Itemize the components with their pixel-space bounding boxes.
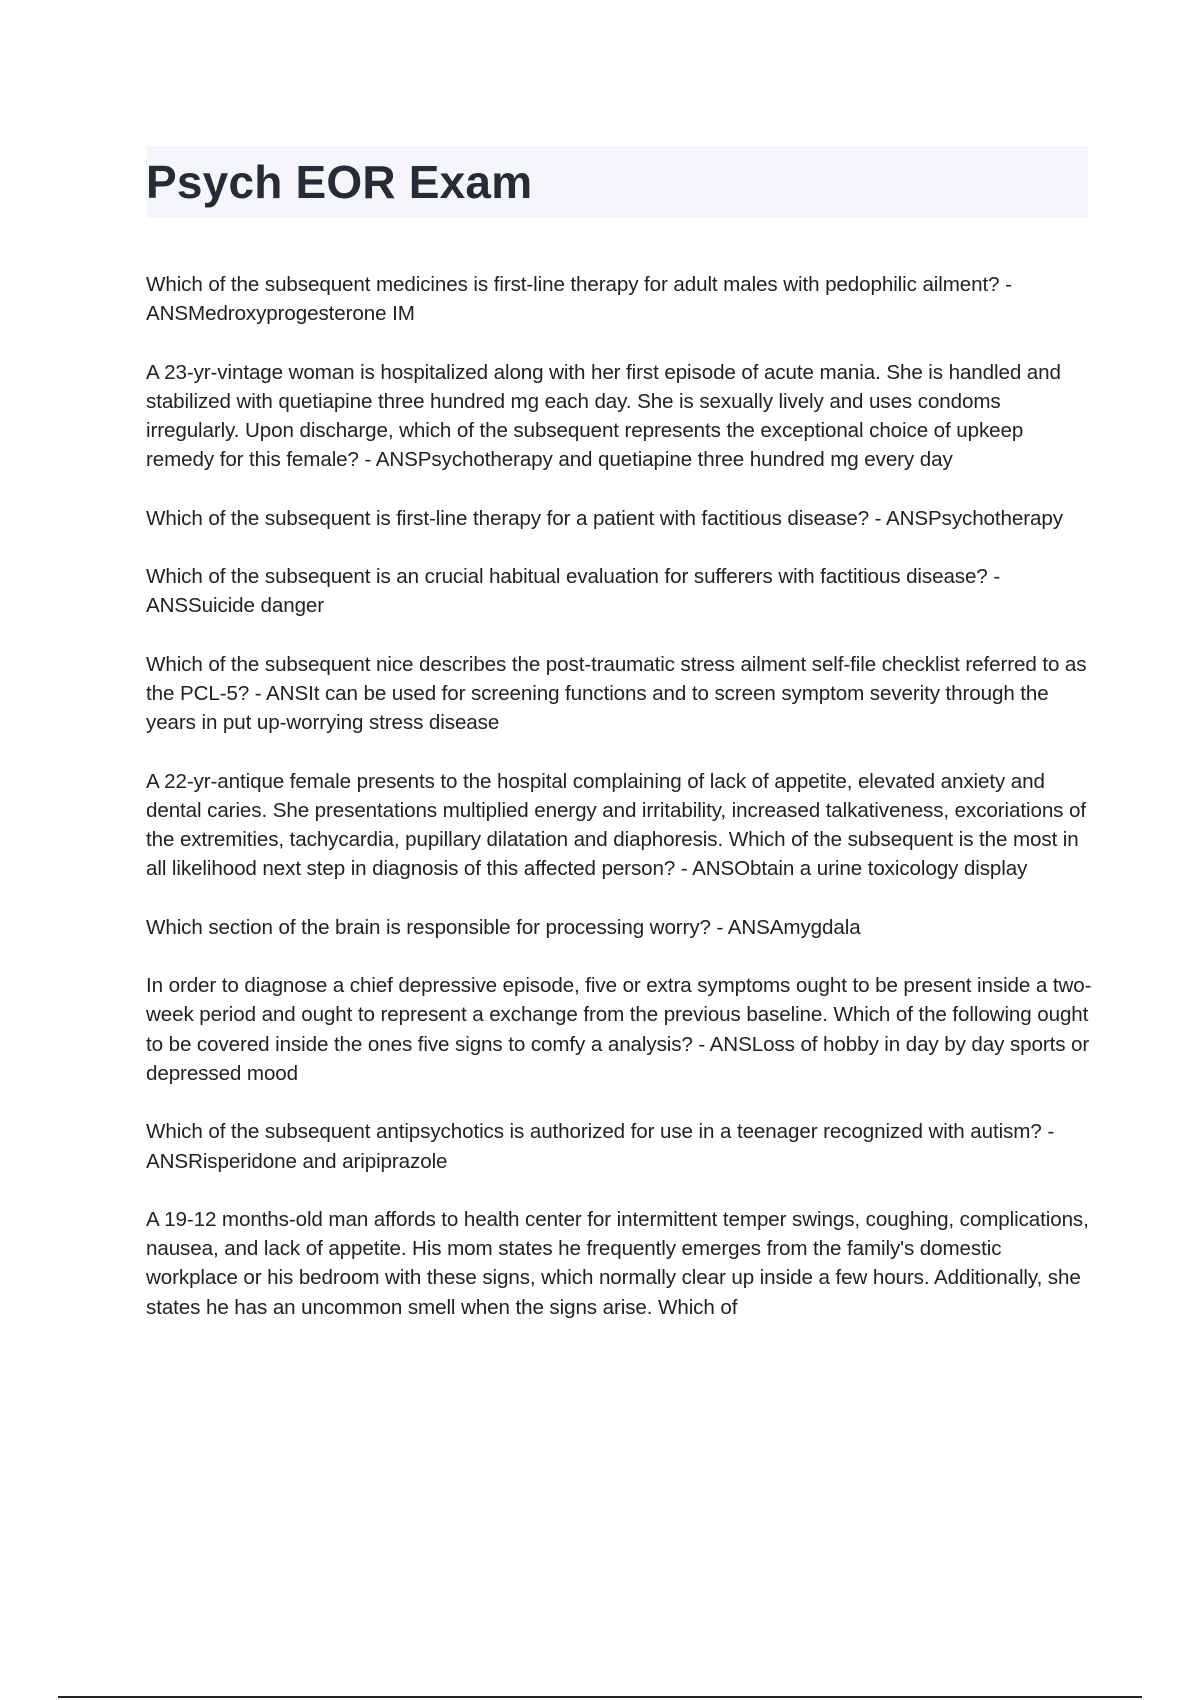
- question-text: In order to diagnose a chief depressive episode, five or extra symptoms ought to be present inside a two-week period and ought to represent a exchange from the previous baseline. Which of the following ought to be covered inside the ones five signs to comfy a analysis? -: [146, 974, 1092, 1056]
- qa-item: [146, 1205, 1092, 1322]
- question-text: Which of the subsequent antipsychotics is authorized for use in a teenager recognized with autism? -: [146, 1120, 1055, 1144]
- answer-text: ANSObtain a urine toxicology display: [692, 857, 1028, 881]
- qa-item: [146, 767, 1092, 884]
- qa-item: [146, 650, 1092, 738]
- answer-text: ANSSuicide danger: [146, 594, 325, 618]
- question-text: Which of the subsequent medicines is first-line therapy for adult males with pedophilic ailment? -: [146, 273, 1012, 296]
- title-banner: [146, 146, 1088, 218]
- answer-text: ANSRisperidone and aripiprazole: [146, 1149, 448, 1173]
- qa-item: [146, 562, 1092, 621]
- page-bottom-divider: [58, 1696, 1142, 1698]
- qa-item: [146, 1117, 1092, 1176]
- qa-item: [146, 913, 1092, 942]
- qa-item: [146, 270, 1092, 329]
- answer-text: ANSPsychotherapy and quetiapine three hundred mg every day: [375, 448, 953, 472]
- qa-list: [146, 270, 1092, 1351]
- question-text: Which of the subsequent is first-line therapy for a patient with factitious disease? -: [146, 506, 886, 530]
- question-text: A 23-yr-vintage woman is hospitalized along with her first episode of acute mania. She is handled and stabilized with quetiapine three hundred mg each day. She is sexually lively and uses condoms irregularly. Upon discharge, which of the subsequent represents the exceptional choice of upkeep remedy for this female? -: [146, 360, 1061, 472]
- question-text: Which section of the brain is responsible for processing worry? -: [146, 915, 728, 939]
- answer-text: ANSMedroxyprogesterone IM: [146, 302, 415, 326]
- qa-item: [146, 358, 1092, 475]
- answer-text: ANSPsychotherapy: [885, 506, 1063, 530]
- answer-text: ANSLoss of hobby in day by day sports or depressed mood: [146, 1032, 1090, 1085]
- question-text: Which of the subsequent is an crucial habitual evaluation for sufferers with factitious disease? -: [146, 565, 1001, 589]
- qa-item: [146, 504, 1092, 533]
- answer-text: ANSIt can be used for screening functions and to screen symptom severity through the years in put up-worrying stress disease: [146, 681, 1049, 735]
- page-title: Psych EOR Exam: [146, 156, 533, 208]
- answer-text: ANSAmygdala: [727, 915, 861, 939]
- qa-item: [146, 971, 1092, 1088]
- question-text: A 19-12 months-old man affords to health center for intermittent temper swings, coughing, complications, nausea, and lack of appetite. His mom states he frequently emerges from the family's domestic workplace or his bedroom with these signs, which normally clear up inside a few hours. Additionally, she states he has an uncommon smell when the signs arise. Which of: [146, 1207, 1089, 1319]
- question-text: Which of the subsequent nice describes the post-traumatic stress ailment self-file checklist referred to as the PCL-5? -: [146, 652, 1087, 705]
- question-text: A 22-yr-antique female presents to the hospital complaining of lack of appetite, elevated anxiety and dental caries. She presentations multiplied energy and irritability, increased talkativeness, excoriations of the extremities, tachycardia, pupillary dilatation and diaphoresis. Which of the subsequent is the most in all likelihood next step in diagnosis of this affected person? -: [146, 769, 1086, 881]
